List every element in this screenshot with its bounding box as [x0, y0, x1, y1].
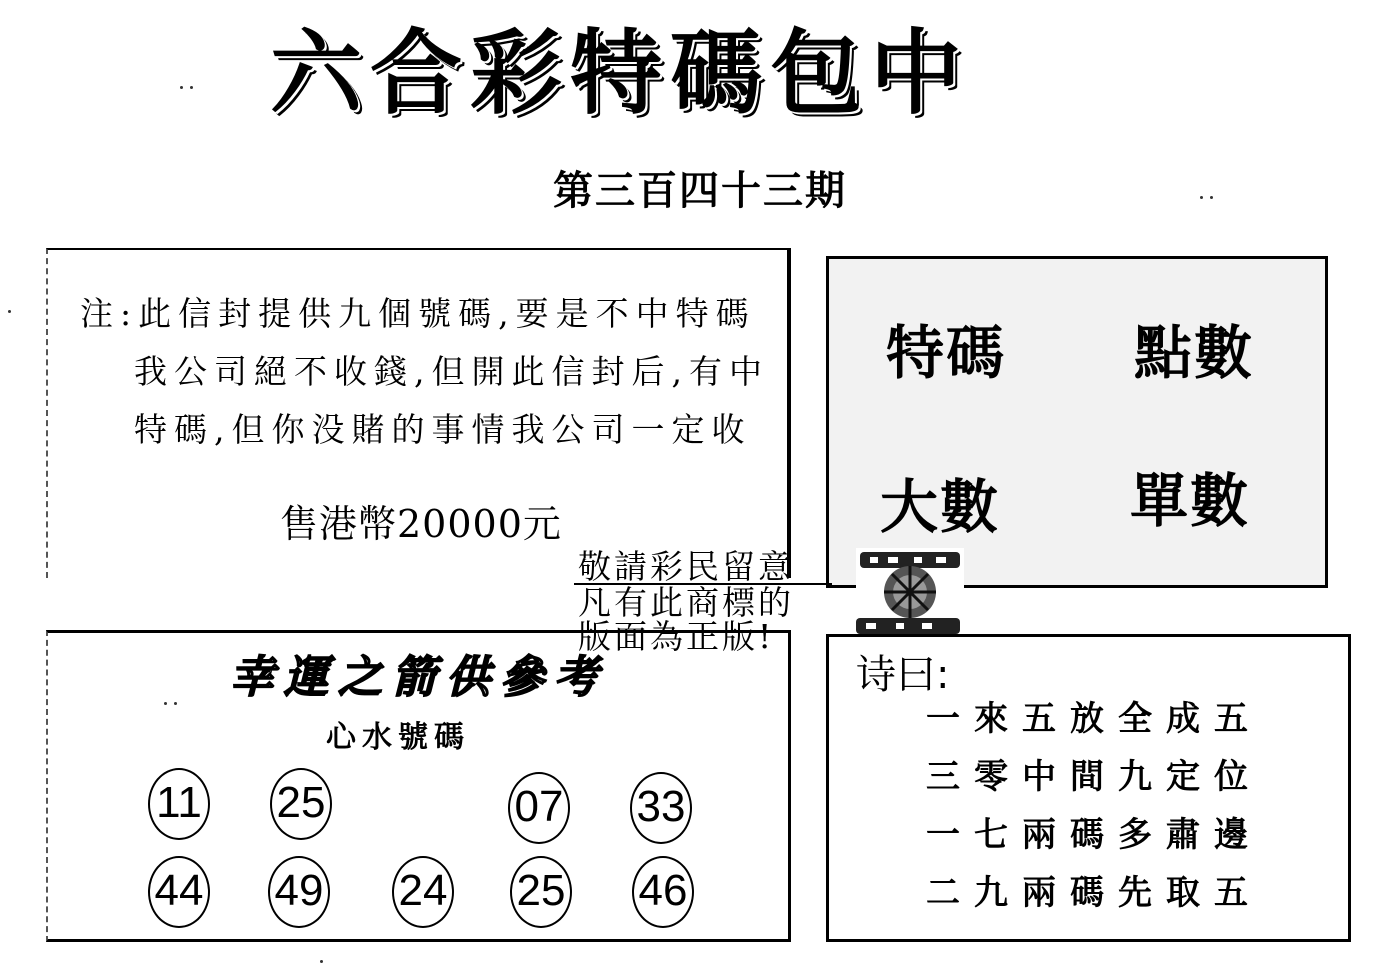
scan-speck [180, 86, 183, 89]
issue-number: 第三百四十三期 [553, 168, 847, 214]
page-title: 六合彩特碼包中 [270, 19, 971, 127]
number-ball: 49 [268, 856, 330, 928]
price: 售港幣20000元 [280, 502, 562, 546]
poem-label: 诗曰: [856, 652, 950, 698]
number-ball: 46 [632, 856, 694, 928]
label-special-code: 特碼 [886, 319, 1007, 387]
label-big-number: 大數 [880, 473, 1001, 541]
lucky-subheading: 心水號碼 [326, 720, 470, 755]
number-ball: 25 [510, 856, 572, 928]
scan-speck [1200, 196, 1203, 199]
notice-line-1: 敬請彩民留意 [578, 547, 794, 586]
scan-speck [8, 310, 11, 313]
number-ball: 33 [630, 772, 692, 844]
note-line-1: 注:此信封提供九個號碼,要是不中特碼 [80, 294, 756, 333]
scan-speck [1210, 196, 1213, 199]
number-ball: 11 [148, 768, 210, 840]
scan-speck [164, 702, 167, 705]
scan-speck [174, 702, 177, 705]
number-ball: 25 [270, 768, 332, 840]
notice-line-3: 版面為正版! [578, 617, 775, 656]
label-points: 點數 [1134, 319, 1255, 387]
scan-speck [320, 960, 323, 963]
number-ball: 24 [392, 856, 454, 928]
number-ball: 44 [148, 856, 210, 928]
poem-line-3: 一七兩碼多肅邊 [926, 815, 1262, 855]
trademark-logo [856, 548, 964, 636]
note-line-3: 特碼,但你没賭的事情我公司一定收 [134, 410, 752, 449]
poem-line-4: 二九兩碼先取五 [926, 873, 1262, 913]
scan-speck [190, 86, 193, 89]
label-odd-number: 單數 [1130, 467, 1251, 535]
number-ball: 07 [508, 772, 570, 844]
poem-line-2: 三零中間九定位 [926, 757, 1262, 797]
notice-line-2: 凡有此商標的 [578, 583, 794, 622]
note-line-2: 我公司絕不收錢,但開此信封后,有中 [134, 352, 769, 391]
poem-line-1: 一來五放全成五 [926, 699, 1262, 739]
lucky-heading: 幸運之箭供參考 [230, 652, 608, 703]
